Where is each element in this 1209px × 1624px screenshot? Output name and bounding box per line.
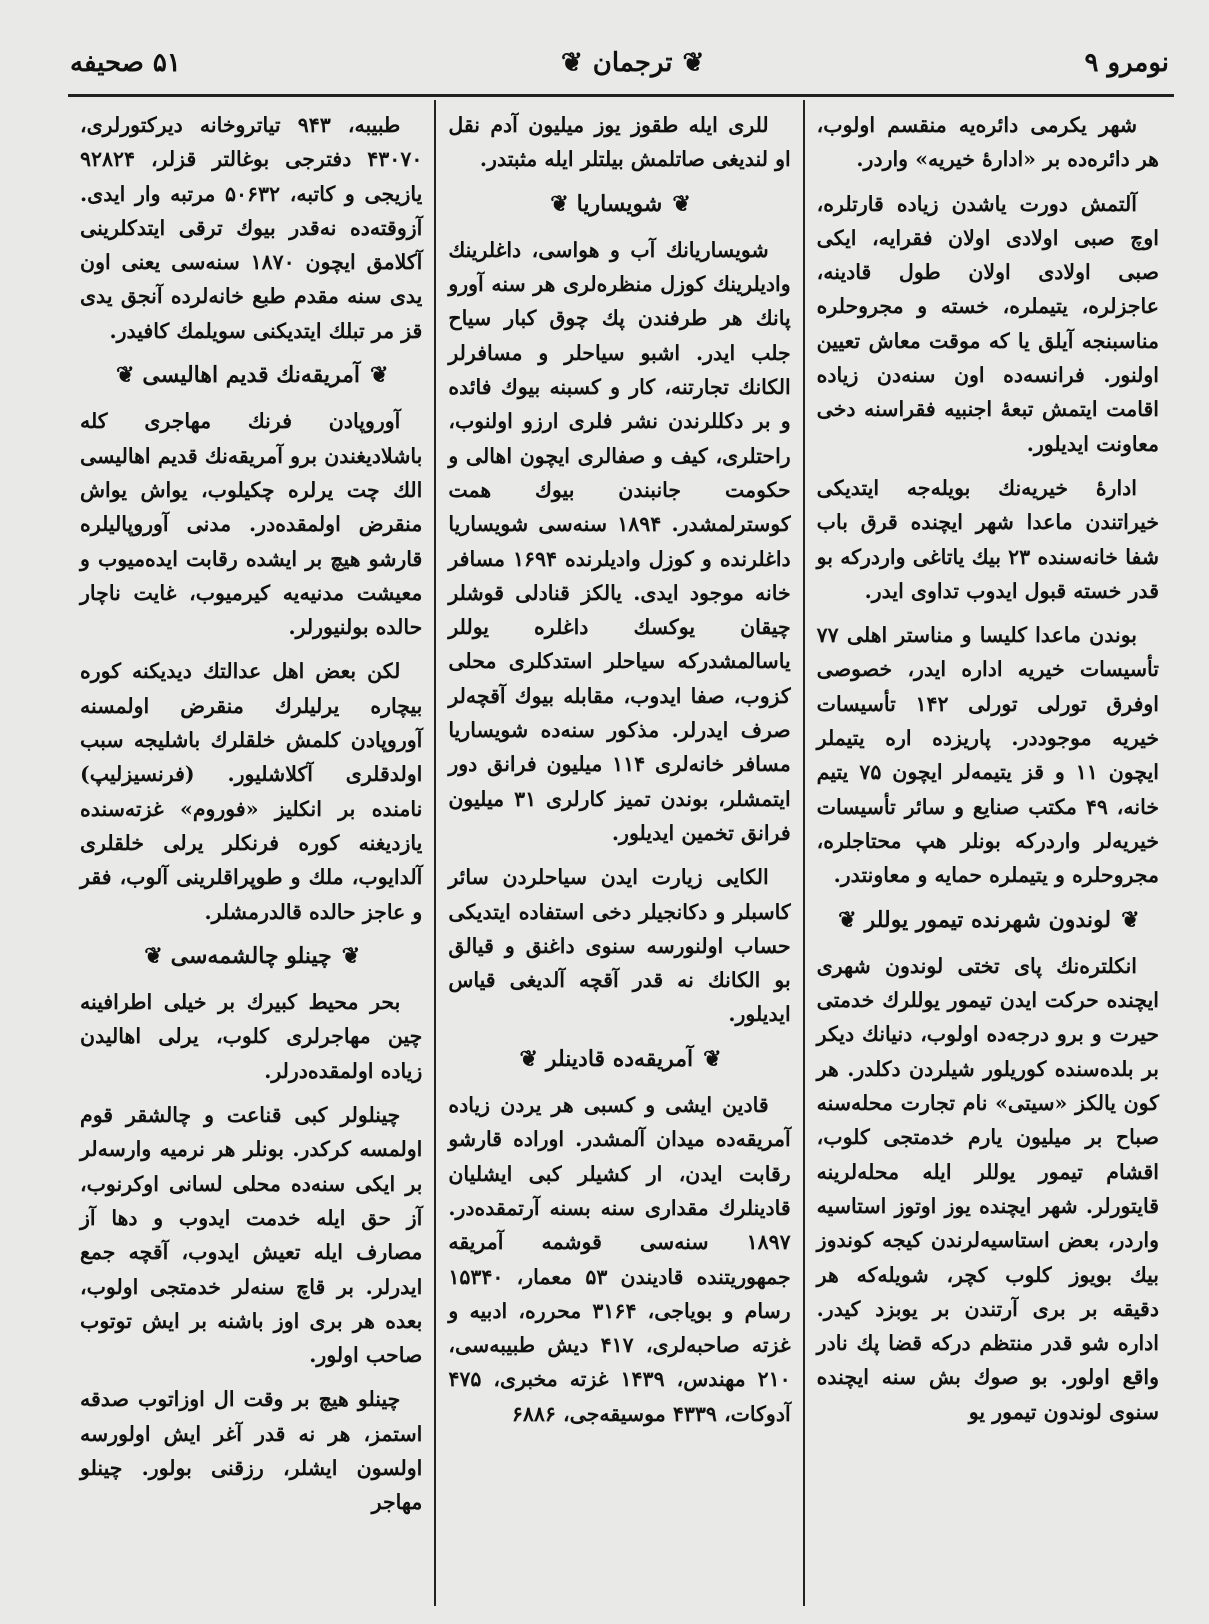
ornament-icon: ❦ [838, 906, 855, 933]
paragraph: شویساریانك آب و هواسی، داغلرینك وادیلرینك کوزل منظره‌لری هر سنه آورو پانك هر طرفندن پك چوق کبار سیاح جلب ایدر. اشبو سیاحلر و مسافرلر الکانك تجارتنه، کار و کسبنه بیوك فائده و بر دکللرندن نشر فلری ارزو اولنوب، راحتلری، کیف و صفالری ایچون اهالی و حکومت جانبندن بیوك همت کوسترلمشدر. ۱۸۹۴ سنه‌سی شویساریا داغلرنده و کوزل وادیلرنده ۱۶۹۴ مسافر خانه موجود ایدی. یالکز قنادلی قوشلر چیقان یوکسك داغلره یوللر یاسالمشدرکه سیاحلر استدکلری محلی کزوب، صفا ایدوب، مقابله بیوك آقچه‌لر صرف ایدرلر. مذکور سنه‌ده شویساریا مسافر خانه‌لری ۱۱۴ میلیون فرانق دور ایتمشلر، بوندن تمیز کارلری ۳۱ میلیون فرانق تخمین ایدیلور. [448, 237, 791, 845]
page-number: ۵۱ صحیفه [70, 48, 181, 78]
section-heading [80, 939, 422, 973]
heading-text: چینلو چالشمه‌سی [170, 942, 332, 969]
paragraph: قادین ایشی و کسبی هر یردن زیاده آمریقه‌ده میدان آلمشدر. اوراده قارشو رقابت ایدن، ار کشیلر کبی ایشلیان قادینلرك مقداری سنه بسنه آرتمقده‌در. ۱۸۹۷ سنه‌سی قوشمه آمریقه جمهوریتنده قادیندن ۵۳ معمار، ۱۵۳۴۰ رسام و بویاجی، ۳۱۶۴ محرره، ادبیه و غزته صاحبه‌لری، ۴۱۷ دیش طبیبه‌سی، ۲۱۰ مهندس، ۱۴۳۹ غزته مخبری، ۴۷۵ آدوکات، ۴۳۳۹ موسیقه‌جی، ۶۸۸۶ [448, 1093, 791, 1426]
paragraph: انکلتره‌نك پای تختی لوندون شهری ایچنده حرکت ایدن تیمور یوللرك خدمتی حیرت و برو درجه‌ده اولوب، دنیانك دیکر بر بلده‌سنده کوریلور شیلردن دکلدر. هر کون یالکز «سیتی» نام تجارت محله‌سنه صباح بر میلیون یارم خدمتجی کلوب، اقشام تیمور یوللر ایله محله‌لرینه قایتورلر. شهر ایچنده یوز اوتوز استاسیه واردر، بعض استاسیه‌لرندن کیجه کوندوز بیك بویوز کلوب کچر، شویله‌که هر دقیقه بر بری آرتندن بر یوبزد کیدر. اداره شو قدر منتظم درکه قضا پك نادر واقع اولور. بو صوك بش سنه ایچنده سنوی لوندون تیمور یو [816, 953, 1159, 1424]
heading-text: لوندون شهرنده تیمور یوللر [864, 906, 1112, 933]
column-right [805, 100, 1171, 1606]
section-heading [448, 187, 790, 221]
page-header [70, 38, 1169, 88]
ornament-icon: ❦ [370, 362, 387, 389]
ornament-icon: ❦ [672, 190, 689, 217]
paragraph: الکایی زیارت ایدن سیاحلردن سائر کاسبلر و دکانجیلر دخی استفاده ایتدیکی حساب اولنورسه سنوی داغنق و قیالق بو الکانك نه قدر آقچه آلدیغی قیاس ایدیلور. [448, 865, 791, 1027]
section-heading [817, 903, 1159, 937]
issue-number: نومرو ۹ [1084, 48, 1169, 78]
paragraph: طبیبه، ۹۴۳ تیاتروخانه دیرکتورلری، ۴۳۰۷۰ دفترجی بوغالتر قزلر، ۹۲۸۲۴ یازیجی و کاتبه، ۵۰۶۳۲ مرتبه وار ایدی. آزوقته‌ده نه‌قدر بیوك ترقی ایتدکلرینی آکلامق ایچون ۱۸۷۰ سنه‌سی یعنی اون یدی سنه مقدم طبع خانه‌لرده آنجق یدی قز مر تبلك ایتدیکنی سویلمك کافیدر. [80, 113, 423, 343]
paragraph: شهر یکرمی دائره‌یه منقسم اولوب، هر دائره‌ده بر «ادارهٔ خیریه» واردر. [816, 113, 1159, 172]
heading-text: آمریقه‌نك قدیم اهالیسی [142, 362, 360, 389]
ornament-icon: ❦ [144, 942, 161, 969]
ornament-icon: ❦ [703, 1045, 720, 1072]
ornament-icon: ❦ [682, 48, 705, 78]
ornament-icon: ❦ [550, 190, 567, 217]
ornament-icon: ❦ [115, 362, 133, 389]
ornament-icon: ❦ [341, 942, 359, 969]
paragraph: ادارهٔ خیریه‌نك بویله‌جه ایتدیکی خیراتندن ماعدا شهر ایچنده قرق باب شفا خانه‌سنده ۲۳ بیك یاتاغی واردرکه بو قدر خسته قبول ایدوب تداوی ایدر. [816, 475, 1159, 603]
paragraph: چینلو هیچ بر وقت ال اوزاتوب صدقه استمز، هر نه قدر آغر ایش اولورسه اولسون ایشلر، رزقنی بولور. چینلو مهاجر [80, 1387, 423, 1515]
paragraph: آوروپادن فرنك مهاجری کله باشلادیغندن برو آمریقه‌نك قدیم اهالیسی الك چت یرلره چکیلوب، یواش یواش منقرض اولمقده‌در. مدنی آوروپالیلره قارشو هیچ بر ایشده رقابت ایده‌میوب و معیشت مدنیه‌یه کیرمیوب، غایت ناچار حالده بولنیورلر. [80, 409, 423, 640]
heading-text: شویساریا [576, 190, 663, 217]
column-left [68, 100, 436, 1606]
paragraph: بوندن ماعدا کلیسا و مناستر اهلی ۷۷ تأسیسات خیریه اداره ایدر، خصوصی اوفرق تورلی تورلی ۱۴۲ تأسیسات خیریه موجوددر. پاریزده اره یتیملر ایچون ۱۱ و قز یتیمه‌لر ایچون ۷۵ یتیم خانه، ۴۹ مکتب صنایع و سائر تأسیسات خیریه‌لر واردرکه بونلر هپ محتاجلره، مجروحلره و یتیملره حمایه و معاونتدر. [816, 623, 1160, 888]
columns [68, 100, 1171, 1606]
heading-text: آمریقه‌ده قادینلر [545, 1045, 694, 1072]
section-heading [80, 358, 422, 392]
section-heading [448, 1042, 790, 1076]
paragraph: للری ایله طقوز یوز میلیون آدم نقل او لندیغی صاتلمش بیلتلر ایله مثبتدر. [448, 113, 791, 172]
ornament-icon: ❦ [1121, 906, 1138, 933]
masthead [561, 48, 704, 78]
ornament-icon: ❦ [519, 1045, 536, 1072]
ornament-icon: ❦ [560, 48, 583, 78]
paragraph: چینلولر کبی قناعت و چالشقر قوم اولمسه کرکدر. بونلر هر نرمیه وارسه‌لر بر ایکی سنه‌ده محلی لسانی اوکرنوب، آز حق ایله خدمت ایدوب و دها آز مصارف ایله تعیش ایدوب، آقچه جمع ایدرلر. بر قاچ سنه‌لر خدمتجی اولوب، بعده هر بری اوز باشنه بر ایش توتوب صاحب اولور. [80, 1103, 423, 1368]
column-middle [436, 100, 804, 1606]
paragraph: لکن بعض اهل عدالتك دیدیکنه کوره بیچاره یرلیلرك منقرض اولمسنه آوروپادن کلمش خلقلرك باشلیجه سبب اولدقلری آکلاشلیور. (فرنسیزلیپ) نامنده بر انکلیز «فوروم» غزته‌سنده یازدیغنه کوره فرنکلر یرلی خلقلری آلدایوب، ملك و طوپراقلرینی آلوب، فقر و عاجز حالده قالدرمشلر. [80, 659, 423, 924]
paragraph: بحر محیط کبیرك بر خیلی اطرافینه چین مهاجرلری کلوب، یرلی اهالیدن زیاده اولمقده‌درلر. [80, 990, 423, 1083]
paragraph: آلتمش دورت یاشدن زیاده قارتلره، اوچ صبی اولادی اولان فقرایه، ایکی صبی اولادی اولان طول قادینه، عاجزلره، یتیملره، خسته و مجروحلره مناسبنجه آیلق یا که موقت معاش تعیین اولنور. فرانسه‌ده اون سنه‌دن زیاده اقامت ایتمش تبعهٔ اجنبیه فقراسنه دخی معاونت ایدیلور. [816, 191, 1159, 456]
header-rule [68, 94, 1174, 97]
newspaper-title: ترجمان [592, 48, 673, 78]
